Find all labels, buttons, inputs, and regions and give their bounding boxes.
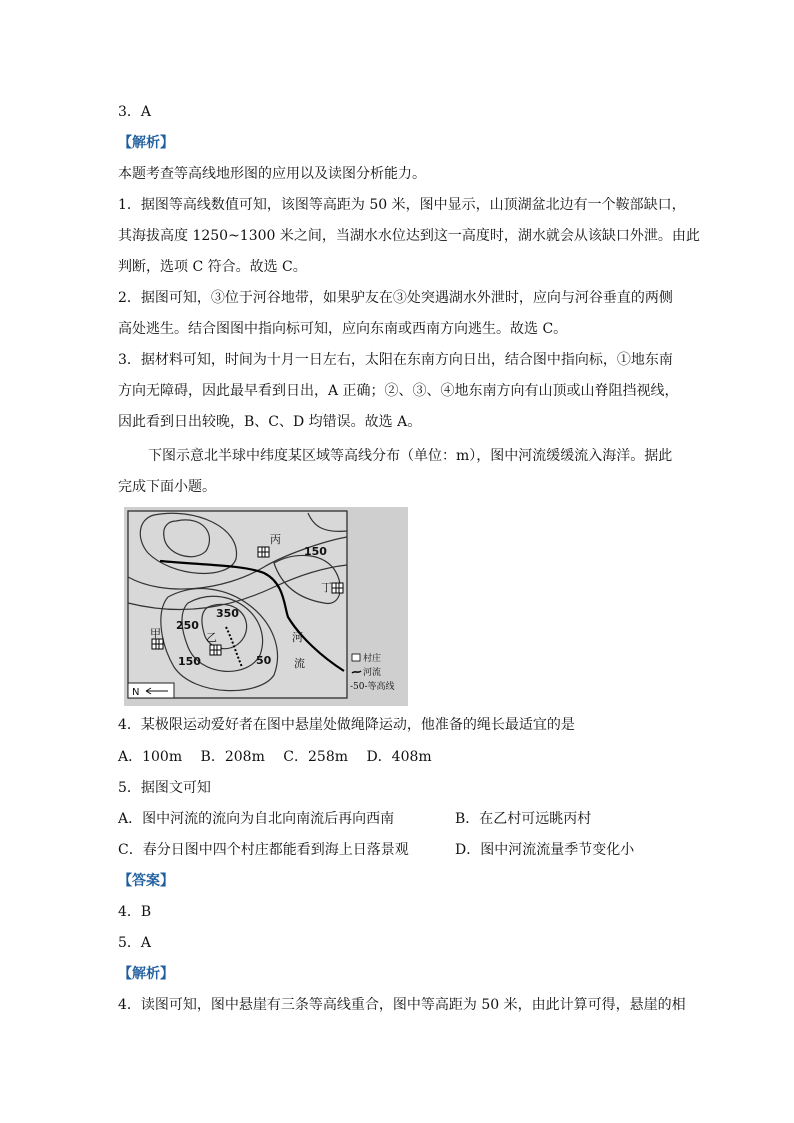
village-yi [210,645,221,655]
village-label-ding: 丁 [321,581,332,594]
material-intro-line1: 下图示意北半球中纬度某区域等高线分布（单位：m），图中河流缓缓流入海洋。据此 [148,448,673,464]
village-label-jia: 甲 [150,627,161,640]
analysis-3-line2: 方向无障碍，因此最早看到日出，A 正确；②、③、④地东南方向有山顶或山脊阻挡视线， [118,383,679,399]
analysis-intro: 本题考查等高线地形图的应用以及读图分析能力。 [118,166,426,182]
contour-label-350: 350 [216,607,239,620]
answer-4: 4．B [118,904,152,920]
analysis-4-line1: 4．读图可知，图中悬崖有三条等高线重合，图中等高距为 50 米，由此计算可得，悬崖的相 [118,997,686,1013]
contour-label-50: 50 [256,654,272,667]
q5-stem: 5．据图文可知 [118,780,211,796]
legend-village-icon [352,654,360,661]
answer-3: 3．A [118,104,152,120]
village-bing [258,547,269,557]
contour-label-250: 250 [176,619,199,632]
map-legend [350,652,395,692]
analysis-1-line3: 判断，选项 C 符合。故选 C。 [118,259,307,275]
q5-option-c: C．春分日图中四个村庄都能看到海上日落景观 [118,842,409,858]
village-label-bing: 丙 [270,533,281,546]
analysis-2-line2: 高处逃生。结合图图中指向标可知，应向东南或西南方向逃生。故选 C。 [118,321,568,337]
contour-label-150-top: 150 [304,545,327,558]
analysis-3-line1: 3．据材料可知，时间为十月一日左右，太阳在东南方向日出，结合图中指向标，①地东南 [118,352,673,368]
village-label-yi: 乙 [206,631,217,644]
river-label-he: 河 [292,631,303,644]
material-intro-line2: 完成下面小题。 [118,479,216,495]
analysis-1-line2: 其海拔高度 1250~1300 米之间，当湖水水位达到这一高度时，湖水就会从该缺口外泄。由此 [118,228,700,244]
legend-river: 河流 [363,668,382,678]
answer-heading: 【答案】 [118,873,174,889]
village-jia [152,639,163,649]
river-label-liu: 流 [294,657,305,670]
q5-option-a: A．图中河流的流向为自北向南流后再向西南 [118,811,395,827]
legend-contour: -50-等高线 [350,682,395,692]
q5-option-b: B．在乙村可远眺丙村 [455,811,592,827]
north-arrow [128,683,174,698]
q4-options: A．100m B．208m C．258m D．408m [118,749,432,765]
analysis-heading-2: 【解析】 [118,966,174,982]
q5-option-d: D．图中河流流量季节变化小 [455,842,635,858]
legend-village: 村庄 [363,654,382,664]
north-label: N [132,687,140,698]
village-ding [332,583,343,593]
analysis-3-line3: 因此看到日出较晚，B、C、D 均错误。故选 A。 [118,414,422,430]
analysis-heading: 【解析】 [118,135,174,151]
contour-map [124,507,408,706]
analysis-2-line1: 2．据图可知，③位于河谷地带，如果驴友在③处突遇湖水外泄时，应向与河谷垂直的两侧 [118,290,673,306]
answer-5: 5．A [118,935,152,951]
analysis-1-line1: 1．据图等高线数值可知，该图等高距为 50 米，图中显示，山顶湖盆北边有一个鞍部缺口， [118,197,686,213]
q4-stem: 4．某极限运动爱好者在图中悬崖处做绳降运动，他准备的绳长最适宜的是 [118,717,575,733]
legend-river-icon [352,671,361,673]
contour-label-150-bottom: 150 [178,655,201,668]
